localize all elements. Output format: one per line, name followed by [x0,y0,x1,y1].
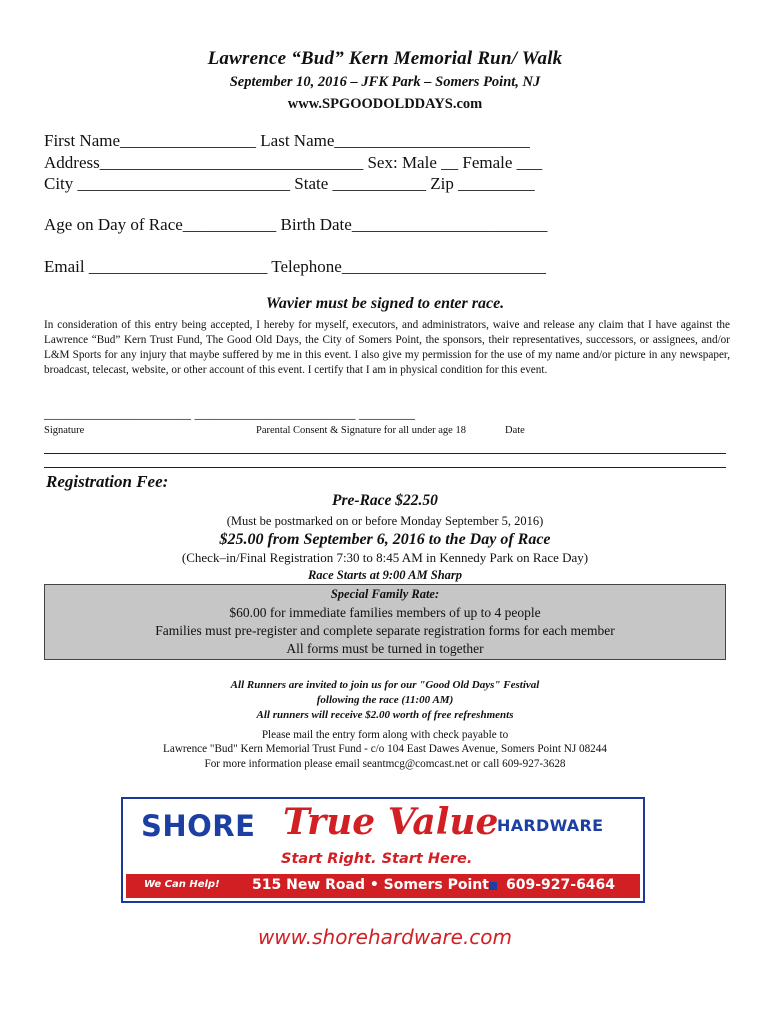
shore-hardware-website[interactable]: www.shorehardware.com [257,925,513,949]
waiver-text: In consideration of this entry being accepted, I hereby for myself, executors, and administrators, waive and release any claim that I have against the Lawrence “Bud” Kern Trust Fund, The Good Old Days, the City of Somers Point, the sponsors, their representatives, successors, or assignees, and/or L&M Sports for any injury that maybe suffered by me in this event. I also give my permission for the use of my name and/or picture in any newspaper, broadcast, telecast, website, or other account of this event. I certify that I am in physical condition for this event. [44,319,730,376]
ad-shore-word: SHORE [141,809,256,843]
shore-hardware-ad [121,797,645,903]
address-sex-fields[interactable]: Address_______________________________ Sex: Male __ Female ___ [44,153,543,172]
divider-top [44,453,726,454]
email-telephone-fields[interactable]: Email _____________________ Telephone________________________ [44,257,546,276]
divider-bottom [44,467,726,468]
ad-hardware-word: HARDWARE [497,816,604,835]
prerace-price: Pre-Race $22.50 [332,492,438,509]
checkin-note: (Check–in/Final Registration 7:30 to 8:45 AM in Kennedy Park on Race Day) [181,550,589,565]
age-birthdate-fields[interactable]: Age on Day of Race___________ Birth Date_______________________ [44,215,548,234]
ad-help-text: We Can Help! [144,879,220,890]
dayof-price: $25.00 from September 6, 2016 to the Day of Race [219,531,551,548]
event-website: www.SPGOODOLDDAYS.com [287,96,483,112]
ad-tagline: Start Right. Start Here. [281,851,473,867]
signature-lines[interactable]: _____________________ _______________________ ________ [44,407,415,422]
postmark-note: (Must be postmarked on or before Monday September 5, 2016) [226,514,544,528]
signature-label: Signature [44,425,85,436]
festival-line-1: All Runners are invited to join us for our "Good Old Days" Festival [230,679,540,691]
city-state-zip-fields[interactable]: City _________________________ State ___________ Zip _________ [44,174,535,193]
bullet-square-icon [489,882,497,890]
family-rate-heading: Special Family Rate: [330,587,440,601]
waiver-heading: Wavier must be signed to enter race. [265,295,505,312]
family-rate-line-3: All forms must be turned in together [286,641,484,656]
mail-address: Lawrence "Bud" Kern Memorial Trust Fund - c/o 104 East Dawes Avenue, Somers Point NJ 08244 [163,743,607,755]
page-title: Lawrence “Bud” Kern Memorial Run/ Walk [207,48,563,69]
true-value-logo: True Value [283,801,499,843]
ad-phone: 609-927-6464 [506,877,616,893]
festival-line-2: following the race (11:00 AM) [316,694,454,706]
ad-address: 515 New Road • Somers Point [252,877,489,893]
family-rate-line-1: $60.00 for immediate families members of up to 4 people [229,605,541,620]
event-date-location: September 10, 2016 – JFK Park – Somers Point, NJ [229,74,541,90]
date-label: Date [505,425,525,436]
name-fields[interactable]: First Name________________ Last Name_______________________ [44,131,530,150]
festival-line-3: All runners will receive $2.00 worth of free refreshments [256,709,514,721]
parental-consent-label: Parental Consent & Signature for all under age 18 [256,425,466,436]
family-rate-line-2: Families must pre-register and complete separate registration forms for each member [155,623,615,638]
registration-heading: Registration Fee: [46,472,169,491]
race-start: Race Starts at 9:00 AM Sharp [307,568,463,582]
mail-contact: For more information please email seantmcg@comcast.net or call 609-927-3628 [204,758,566,770]
ad-contact-bar [126,874,640,898]
mail-line-1: Please mail the entry form along with check payable to [261,729,509,741]
